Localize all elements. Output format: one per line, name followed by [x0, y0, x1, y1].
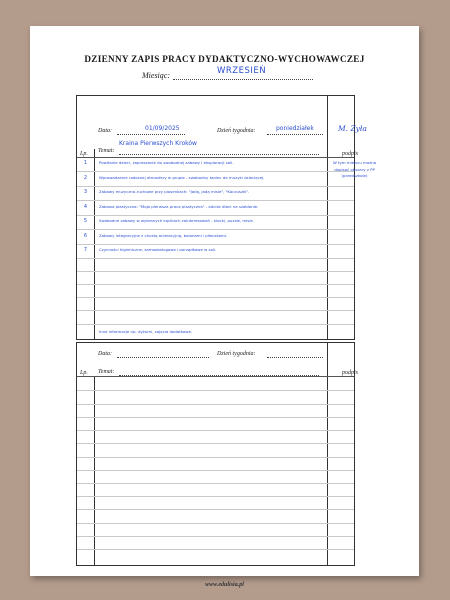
activity-text: Powitanie dzieci, zapraszanie do swobodnej zabawy i eksploracji sali. [99, 160, 234, 165]
topic-label: Temat: [98, 148, 115, 154]
activity-text: Zabawy muzyczno-ruchowe przy piosenkach: "Jadą, jadą misie", "Kaczuszki". [99, 189, 250, 194]
activity-text: Czynności higieniczne, samoobsługowe i porządkowe w sali. [99, 247, 217, 252]
planner-sheet [30, 26, 419, 588]
activity-number: 5 [83, 218, 88, 224]
date-label: Data: [98, 128, 112, 134]
weekday-label: Dzień tygodnia: [217, 128, 256, 134]
daily-entry-table-2 [76, 342, 359, 566]
activity-number: 7 [83, 247, 88, 253]
month-value[interactable]: WRZESIEŃ [217, 66, 267, 76]
date-label: Data: [98, 351, 112, 357]
daily-entry-table-1 [76, 95, 377, 340]
activity-text: Swobodne zabawy w wybranych kącikach zainteresowań - klocki, puzzle, misie. [99, 218, 255, 223]
activity-number: 2 [83, 175, 88, 181]
activity-number: 4 [83, 204, 88, 210]
topic-value[interactable]: Kraina Pierwszych Kroków [119, 140, 197, 147]
activity-number: 1 [83, 160, 88, 166]
month-label: Miesiąc: [142, 71, 170, 80]
weekday-value[interactable]: poniedziałek [276, 125, 314, 132]
lp-label: Lp. [80, 370, 88, 376]
topic-label: Temat: [98, 369, 115, 375]
other-info[interactable]: Inne informacje np. dyżurni, zajęcia dodatkowe. [99, 329, 193, 334]
signature: M. Zyła [338, 124, 367, 133]
podpis-label: podpis [342, 151, 359, 157]
side-note: W tym miejscu można dopisać obszary z PP (przedszkole) [332, 160, 377, 178]
activity-text: Zabawa plastyczna: "Moja pierwsza praca plastyczna" - odcisk dłoni na szablonie. [99, 204, 259, 209]
activity-text: Zabawy integracyjne z chustą animacyjną, balonami i piłeczkami. [99, 233, 228, 238]
activity-number: 3 [83, 189, 88, 195]
weekday-label: Dzień tygodnia: [217, 351, 256, 357]
activity-text: Wprowadzanie radosnej atmosfery w grupie - swobodny taniec do muzyki dziecięcej. [99, 175, 265, 180]
activity-number: 6 [83, 233, 88, 239]
date-value[interactable]: 01/09/2025 [145, 125, 180, 132]
footer-url[interactable]: www.edulisia.pl [205, 582, 244, 588]
page-title: DZIENNY ZAPIS PRACY DYDAKTYCZNO-WYCHOWAWCZEJ [84, 54, 365, 64]
lp-label: Lp. [80, 151, 88, 157]
podpis-label: podpis [342, 370, 359, 376]
